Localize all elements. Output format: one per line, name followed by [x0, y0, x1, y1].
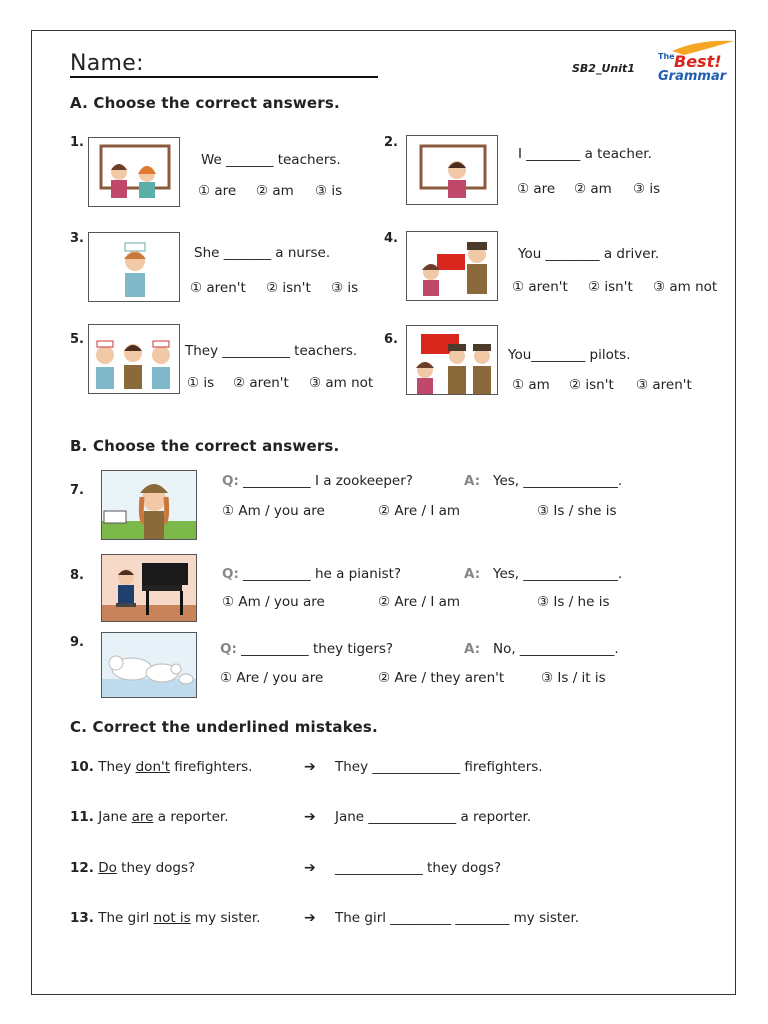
underlined-mistake: don't: [135, 759, 170, 775]
question-number: 6.: [384, 332, 398, 347]
a-label: A:: [464, 641, 481, 657]
option[interactable]: ③ Is / she is: [537, 503, 617, 519]
question-number: 3.: [70, 231, 84, 246]
correction-item: [70, 759, 252, 775]
a-label: A:: [464, 473, 481, 489]
sentence-start: Jane: [98, 809, 132, 825]
option[interactable]: ① are: [517, 181, 556, 197]
question-number: 4.: [384, 231, 398, 246]
correction-sentence[interactable]: Jane _____________ a reporter.: [335, 809, 532, 825]
option[interactable]: ③ Is / it is: [541, 670, 606, 686]
correction-item: [70, 809, 228, 825]
unit-label: SB2_Unit1: [572, 62, 635, 75]
section-b-title: B. Choose the correct answers.: [70, 437, 340, 455]
question-number: 1.: [70, 135, 84, 150]
option[interactable]: ① are: [198, 183, 237, 199]
option[interactable]: ③ am not: [653, 279, 718, 295]
svg-text:The: The: [658, 52, 675, 61]
worksheet: [31, 30, 736, 995]
correction-sentence[interactable]: The girl _________ ________ my sister.: [335, 910, 580, 926]
option[interactable]: ① aren't: [190, 280, 246, 296]
teacher-picture: [406, 135, 498, 205]
option[interactable]: ③ is: [331, 280, 359, 296]
arrow-icon: ➔: [304, 860, 316, 876]
q-label: Q:: [222, 566, 239, 582]
option[interactable]: ③ is: [633, 181, 661, 197]
option[interactable]: ③ aren't: [636, 377, 692, 393]
q-label: Q:: [222, 473, 239, 489]
pianist-picture: [101, 554, 197, 622]
sentence-end: firefighters.: [170, 759, 253, 775]
underlined-mistake: are: [131, 809, 154, 825]
sentence-start: The girl: [98, 910, 154, 926]
svg-text:Best!: Best!: [674, 52, 722, 71]
underlined-mistake: Do: [98, 860, 117, 876]
section-c-title: C. Correct the underlined mistakes.: [70, 718, 378, 736]
arrow-icon: ➔: [304, 759, 316, 775]
sentence: I ________ a teacher.: [518, 146, 652, 162]
option[interactable]: ① Am / you are: [222, 503, 325, 519]
correction-sentence[interactable]: They _____________ firefighters.: [335, 759, 543, 775]
option[interactable]: ① Are / you are: [220, 670, 324, 686]
sentence-end: a reporter.: [153, 809, 229, 825]
option[interactable]: ③ is: [315, 183, 343, 199]
option[interactable]: ② isn't: [266, 280, 311, 296]
question-number: 10.: [70, 759, 94, 775]
underlined-mistake: not is: [153, 910, 191, 926]
question-number: 9.: [70, 635, 84, 650]
answer-text: Yes, ______________.: [492, 566, 623, 582]
option[interactable]: ③ Is / he is: [537, 594, 610, 610]
option[interactable]: ② am: [256, 183, 294, 199]
option[interactable]: ② isn't: [569, 377, 614, 393]
driver-picture: [406, 231, 498, 301]
question-number: 7.: [70, 483, 84, 498]
option[interactable]: ② am: [574, 181, 612, 197]
question-number: 8.: [70, 568, 84, 583]
sentence: We _______ teachers.: [201, 152, 341, 168]
two-teachers-picture: [88, 137, 180, 207]
nurse-picture: [88, 232, 180, 302]
question-text: __________ they tigers?: [241, 641, 394, 657]
option[interactable]: ① Am / you are: [222, 594, 325, 610]
sentence-end: my sister.: [190, 910, 261, 926]
sentence: They __________ teachers.: [185, 343, 358, 359]
question-text: __________ I a zookeeper?: [243, 473, 413, 489]
option[interactable]: ③ am not: [309, 375, 374, 391]
answer-text: No, ______________.: [492, 641, 619, 657]
zookeeper-picture: [101, 470, 197, 540]
sentence-start: They: [98, 759, 136, 775]
option[interactable]: ① aren't: [512, 279, 568, 295]
arrow-icon: ➔: [304, 809, 316, 825]
polar-bears-picture: [101, 632, 197, 698]
section-a-title: A. Choose the correct answers.: [70, 94, 340, 112]
question-number: 5.: [70, 332, 84, 347]
sentence-end: they dogs?: [116, 860, 196, 876]
correction-item: [70, 860, 195, 876]
teachers-picture: [88, 324, 180, 394]
sentence: You________ pilots.: [508, 347, 631, 363]
question-number: 2.: [384, 135, 398, 150]
svg-text:Grammar: Grammar: [658, 69, 727, 84]
option[interactable]: ② isn't: [588, 279, 633, 295]
best-grammar-logo: [654, 37, 736, 85]
option[interactable]: ② aren't: [233, 375, 289, 391]
a-label: A:: [464, 566, 481, 582]
question-number: 12.: [70, 860, 94, 876]
q-label: Q:: [220, 641, 237, 657]
option[interactable]: ① is: [187, 375, 215, 391]
option[interactable]: ① am: [512, 377, 550, 393]
question-text: __________ he a pianist?: [243, 566, 402, 582]
sentence: You ________ a driver.: [518, 246, 660, 262]
firefighters-picture: [406, 325, 498, 395]
question-number: 11.: [70, 809, 94, 825]
arrow-icon: ➔: [304, 910, 316, 926]
option[interactable]: ② Are / I am: [378, 503, 461, 519]
sentence: She _______ a nurse.: [194, 245, 331, 261]
option[interactable]: ② Are / they aren't: [378, 670, 505, 686]
correction-item: [70, 910, 260, 926]
correction-sentence[interactable]: _____________ they dogs?: [335, 860, 502, 876]
answer-text: Yes, ______________.: [492, 473, 623, 489]
name-line: [70, 76, 378, 78]
question-number: 13.: [70, 910, 94, 926]
name-label: Name:: [70, 51, 144, 76]
option[interactable]: ② Are / I am: [378, 594, 461, 610]
